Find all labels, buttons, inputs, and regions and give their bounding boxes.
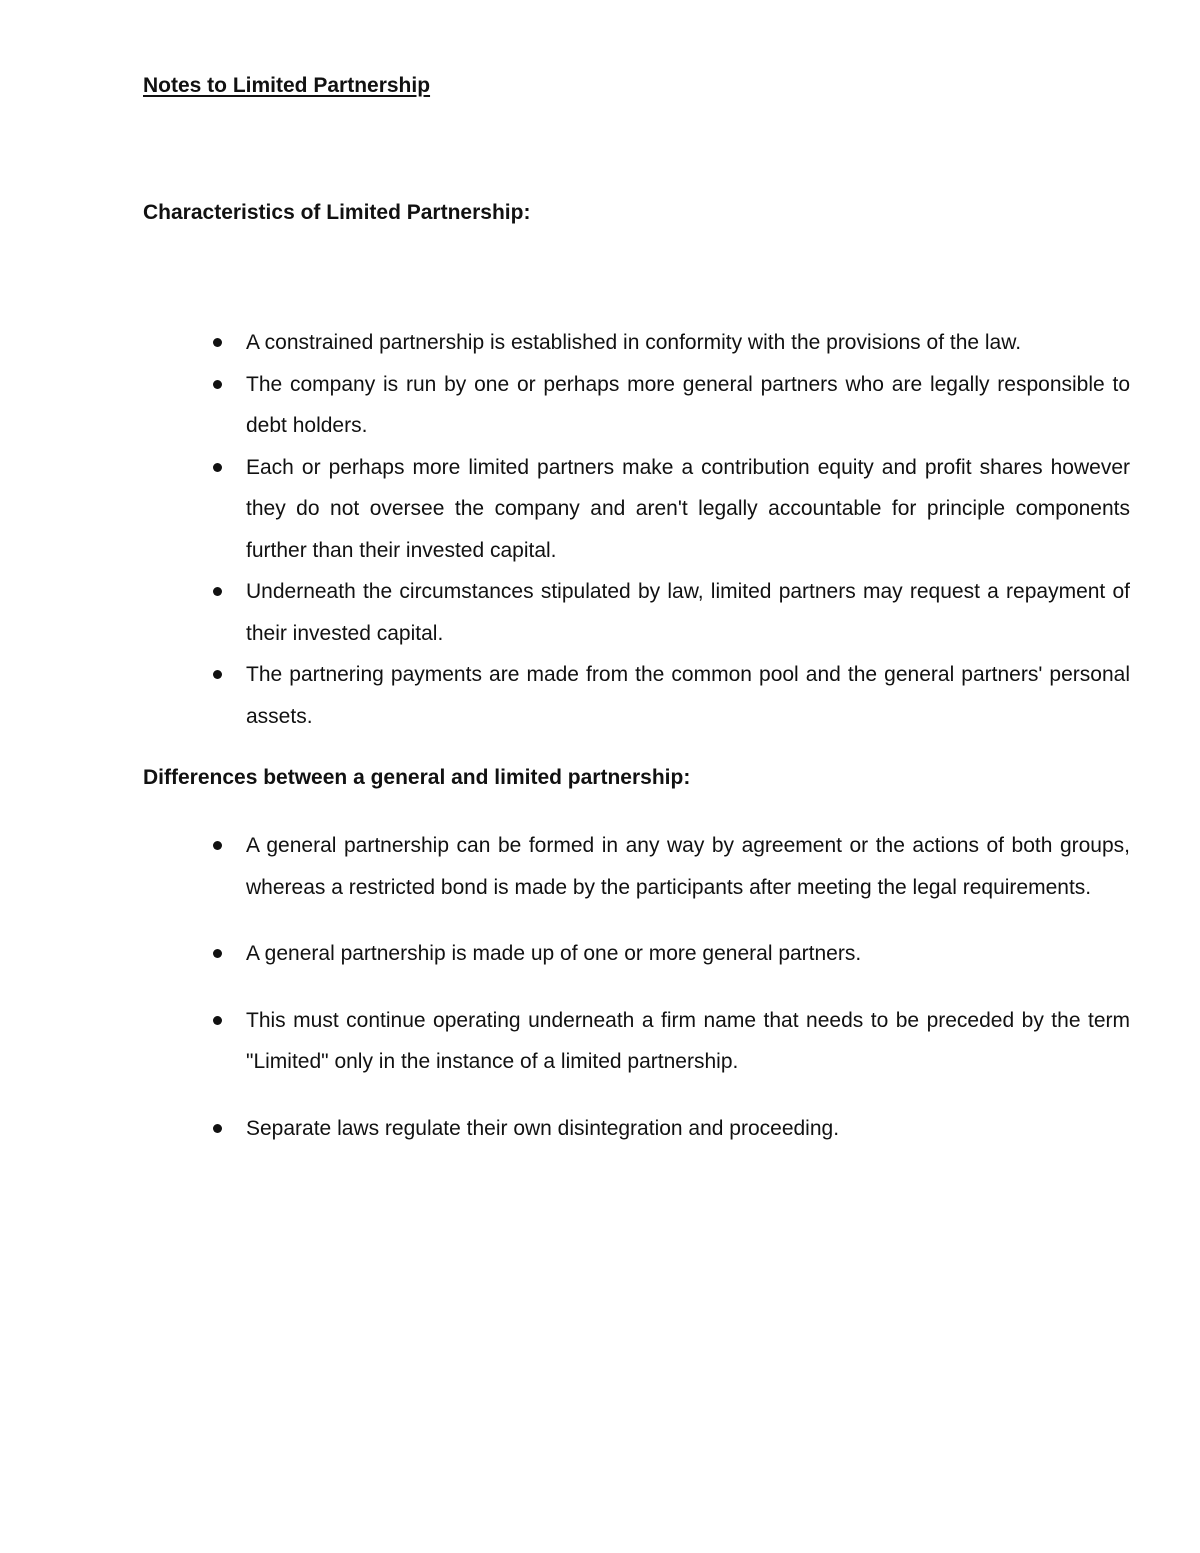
list-item (246, 825, 1130, 908)
list-item-text: The company is run by one or perhaps more general partners who are legally responsible to debt holders. (246, 372, 1130, 437)
list-item-text: Separate laws regulate their own disintegration and proceeding. (246, 1116, 840, 1140)
differences-list (246, 825, 1130, 1149)
list-item-text: A constrained partnership is established in conformity with the provisions of the law. (246, 331, 1022, 354)
list-item-text: The partnering payments are made from the common pool and the general partners' personal assets. (246, 663, 1130, 728)
list-item (246, 322, 1130, 364)
list-item (246, 1000, 1130, 1083)
list-item-text: A general partnership is made up of one or more general partners. (246, 942, 862, 965)
bullet-icon (213, 463, 222, 472)
bullet-icon (213, 338, 222, 347)
bullet-icon (213, 670, 222, 679)
list-item-text: A general partnership can be formed in any way by agreement or the actions of both groups, whereas a restricted bond is made by the participants after meeting the legal requirements. (246, 834, 1130, 899)
list-item-text: Underneath the circumstances stipulated by law, limited partners may request a repayment of their invested capital. (246, 580, 1130, 645)
list-item (246, 447, 1130, 572)
list-item (246, 654, 1130, 737)
list-item (246, 364, 1130, 447)
list-item (246, 1108, 1130, 1150)
list-item (246, 933, 1130, 975)
bullet-icon (213, 1016, 222, 1025)
bullet-icon (213, 949, 222, 958)
bullet-icon (213, 587, 222, 596)
characteristics-list (246, 322, 1130, 737)
section-heading-differences: Differences between a general and limited partnership: (143, 766, 691, 789)
section-heading-characteristics: Characteristics of Limited Partnership: (143, 201, 531, 224)
list-item-text: This must continue operating underneath a firm name that needs to be preceded by the term "Limited" only in the instance of a limited partnership. (246, 1008, 1130, 1073)
list-item-text: Each or perhaps more limited partners make a contribution equity and profit shares however they do not oversee the company and aren't legally accountable for principle components further than their invested capital. (246, 455, 1130, 562)
bullet-icon (213, 841, 222, 850)
bullet-icon (213, 1124, 222, 1133)
document-title: Notes to Limited Partnership (143, 74, 431, 97)
list-item (246, 571, 1130, 654)
bullet-icon (213, 380, 222, 389)
